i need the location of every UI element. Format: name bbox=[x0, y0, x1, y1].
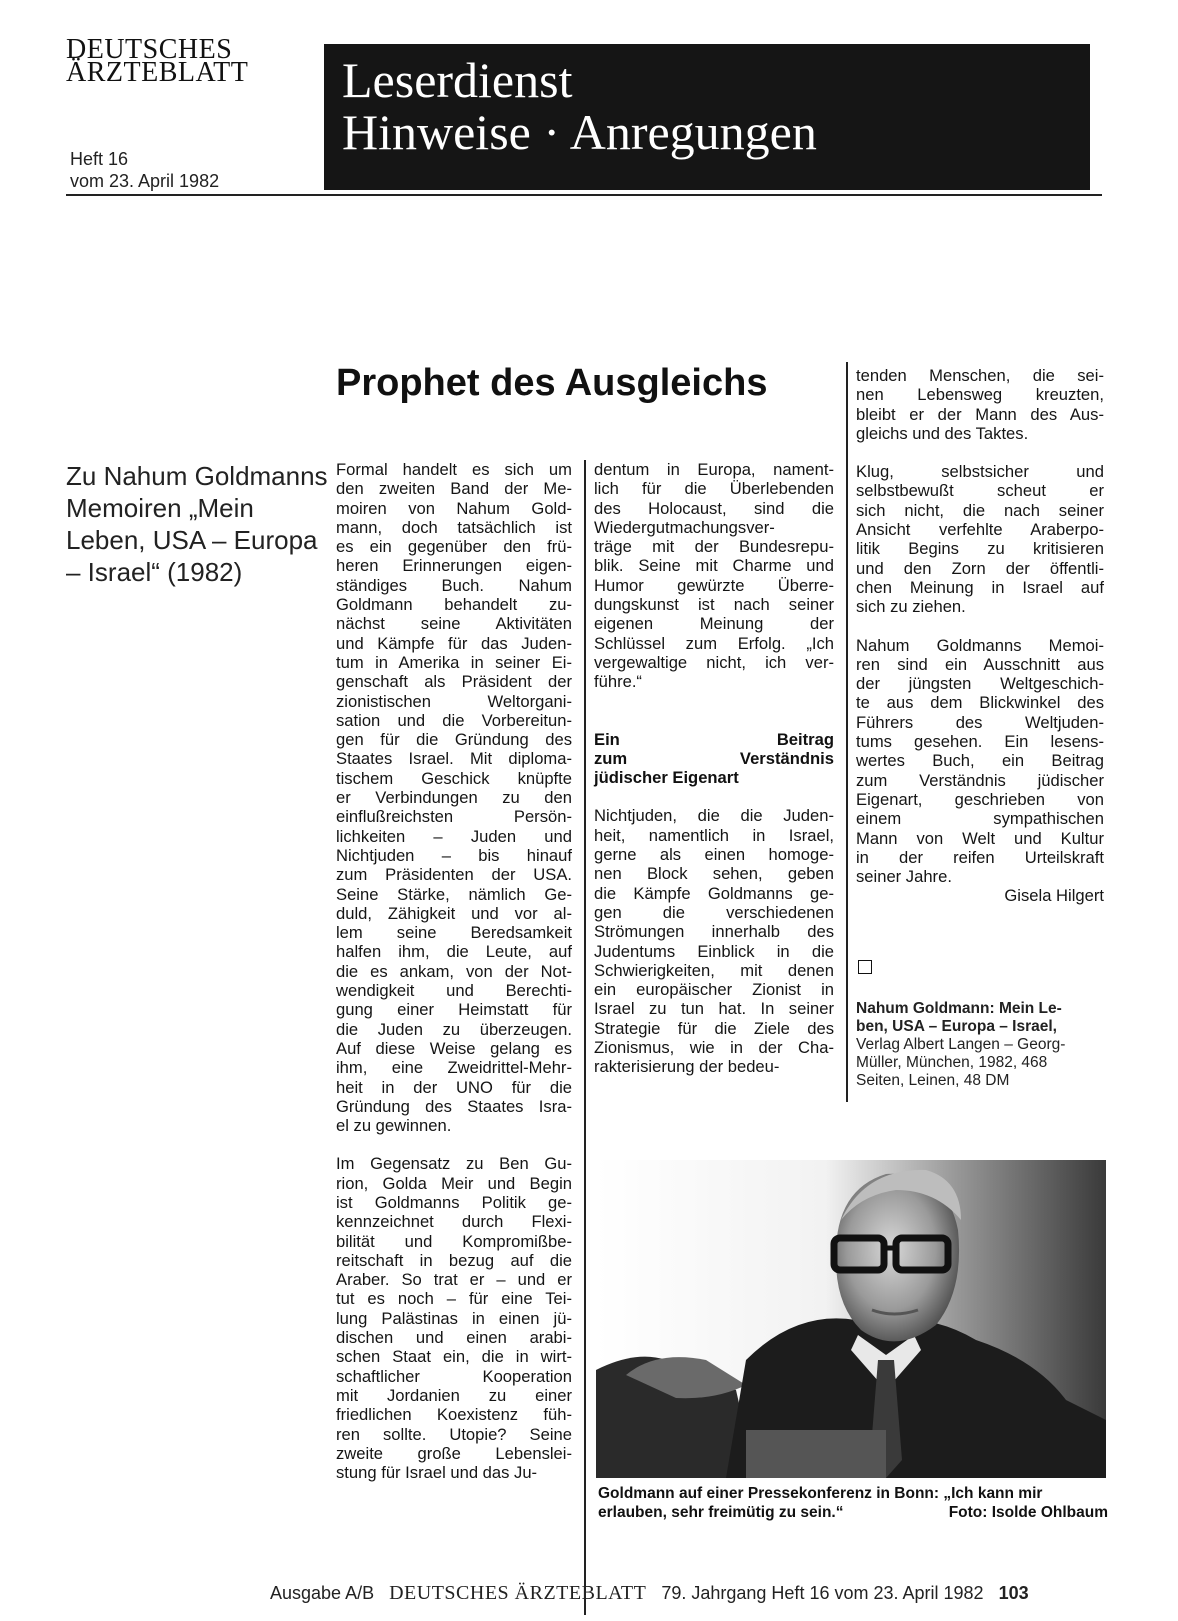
text-line: bleibt er der Mann des Aus- bbox=[856, 404, 1104, 424]
text-line: Judentums Einblick in die bbox=[594, 941, 834, 961]
text-line: dentum in Europa, nament- bbox=[594, 460, 834, 479]
text-line: Nichtjuden – bis hinauf bbox=[336, 845, 572, 865]
text-line: mann, doch tatsächlich ist bbox=[336, 517, 572, 537]
text-line: eigenen Meinung der bbox=[594, 614, 834, 634]
kicker-line: Memoiren „Mein bbox=[66, 493, 254, 523]
text-line: sich nicht, die nach seiner bbox=[856, 500, 1104, 520]
text-line: gen die verschiedenen bbox=[594, 902, 834, 922]
footer-issue: 79. Jahrgang Heft 16 vom 23. April 1982 bbox=[661, 1583, 984, 1603]
text-line: wendigkeit und Berechti- bbox=[336, 981, 572, 1001]
text-line: sich zu ziehen. bbox=[856, 597, 966, 617]
section-banner bbox=[324, 44, 1090, 190]
paragraph bbox=[336, 1154, 572, 1482]
text-line: er Verbindungen zu den bbox=[336, 788, 572, 808]
text-line: gung einer Heimstatt für bbox=[336, 1000, 572, 1020]
text-line: heit, namentlich in Israel, bbox=[594, 825, 834, 845]
text-line: Führers des Weltjuden- bbox=[856, 712, 1104, 732]
text-line: tums gesehen. Ein lesens- bbox=[856, 732, 1104, 752]
text-line: ständiges Buch. Nahum bbox=[336, 575, 572, 595]
text-line: Formal handelt es sich um bbox=[336, 460, 572, 479]
text-line: ren sollte. Utopie? Seine bbox=[336, 1424, 572, 1444]
text-line: einflußreichsten Persön- bbox=[336, 807, 572, 827]
text-line: Auf diese Weise gelang es bbox=[336, 1038, 572, 1058]
text-line: halfen ihm, die Leute, auf bbox=[336, 942, 572, 962]
text-line: zum Verständnis jüdischer bbox=[856, 770, 1104, 790]
text-line: tischem Geschick knüpfte bbox=[336, 768, 572, 788]
photo-caption bbox=[598, 1484, 1108, 1522]
banner-subtitle: Hinweise · Anregungen bbox=[342, 104, 817, 160]
text-line: dischen und einen arabi- bbox=[336, 1328, 572, 1348]
text-line: heit in der UNO für die bbox=[336, 1077, 572, 1097]
text-line: Ansicht verfehlte Araberpo- bbox=[856, 520, 1104, 540]
book-info bbox=[856, 1000, 1104, 1090]
column-divider-2 bbox=[846, 362, 848, 1102]
text-line: Mann von Welt und Kultur bbox=[856, 828, 1104, 848]
text-line: Strategie für die Ziele des bbox=[594, 1018, 834, 1038]
text-line: litik Begins zu kritisieren bbox=[856, 539, 1104, 559]
text-line: genschaft als Präsident der bbox=[336, 672, 572, 692]
text-line: Im Gegensatz zu Ben Gu- bbox=[336, 1154, 572, 1174]
text-line: Wiedergutmachungsver- bbox=[594, 517, 775, 537]
text-line: chen Meinung in Israel auf bbox=[856, 577, 1104, 597]
text-line: lung Palästinas in einen jü- bbox=[336, 1308, 572, 1328]
text-line: und Kämpfe für das Juden- bbox=[336, 633, 572, 653]
text-line: Nahum Goldmanns Memoi- bbox=[856, 635, 1104, 655]
text-line: stung für Israel und das Ju- bbox=[336, 1463, 538, 1483]
text-line: Ein Beitrag bbox=[594, 729, 834, 749]
text-line: Humor gewürzte Überre- bbox=[594, 575, 834, 595]
text-line: wertes Buch, ein Beitrag bbox=[856, 751, 1104, 771]
footer-magazine: DEUTSCHES ÄRZTEBLATT bbox=[389, 1582, 647, 1604]
text-line: gleichs und des Taktes. bbox=[856, 423, 1029, 443]
text-line: die Kämpfe Goldmanns ge- bbox=[594, 883, 834, 903]
text-line: zum Präsidenten der USA. bbox=[336, 865, 572, 885]
text-line: lich für die Überlebenden bbox=[594, 479, 834, 499]
text-line: schaftlicher Kooperation bbox=[336, 1366, 572, 1386]
article-headline: Prophet des Ausgleichs bbox=[336, 362, 768, 404]
kicker-line: Zu Nahum Goldmanns bbox=[66, 461, 328, 491]
text-line: rakterisierung der bedeu- bbox=[594, 1057, 780, 1077]
text-line: sation und die Vorbereitun- bbox=[336, 710, 572, 730]
text-line: gen für die Gründung des bbox=[336, 730, 572, 750]
text-line: el zu gewinnen. bbox=[336, 1116, 452, 1136]
text-line: die Juden zu überzeugen. bbox=[336, 1019, 572, 1039]
text-line: die es ankam, von der Not- bbox=[336, 961, 572, 981]
text-line: zionistischen Weltorgani- bbox=[336, 691, 572, 711]
portrait-photo bbox=[596, 1160, 1106, 1478]
paragraph bbox=[336, 460, 572, 1135]
kicker-line: Leben, USA – Europa bbox=[66, 525, 318, 555]
text-line: blik. Seine mit Charme und bbox=[594, 556, 834, 576]
article-subheading bbox=[594, 730, 834, 788]
book-title bbox=[856, 1000, 1104, 1036]
text-line: bilität und Kompromißbe- bbox=[336, 1231, 572, 1251]
text-line: jüdischer Eigenart bbox=[594, 768, 739, 788]
text-line: Seiten, Leinen, 48 DM bbox=[856, 1072, 1010, 1089]
text-line: Gründung des Staates Isra- bbox=[336, 1096, 572, 1116]
text-line: Israel zu tun hat. In seiner bbox=[594, 999, 834, 1019]
text-line: es ein gegenüber den frü- bbox=[336, 537, 572, 557]
issue-date: vom 23. April 1982 bbox=[70, 171, 220, 191]
text-line: lem seine Beredsamkeit bbox=[336, 923, 572, 943]
text-line: te aus dem Blickwinkel des bbox=[856, 693, 1104, 713]
photo-credit: Foto: Isolde Ohlbaum bbox=[948, 1504, 1108, 1521]
text-line: gerne als einen homoge- bbox=[594, 845, 834, 865]
caption-line-2: erlauben, sehr freimütig zu sein.“ bbox=[598, 1504, 844, 1521]
text-line: lichkeiten – Juden und bbox=[336, 826, 572, 846]
text-line: nen Block sehen, geben bbox=[594, 864, 834, 884]
text-line: ihm, eine Zweidrittel-Mehr- bbox=[336, 1058, 572, 1078]
text-line: vergewaltige nicht, ich ver- bbox=[594, 652, 834, 672]
text-column-2 bbox=[594, 460, 834, 1077]
text-line: Müller, München, 1982, 468 bbox=[856, 1054, 1048, 1071]
text-line: friedlichen Koexistenz füh- bbox=[336, 1405, 572, 1425]
caption-line-1: Goldmann auf einer Pressekonferenz in Bonn: „Ich kann mir bbox=[598, 1485, 1043, 1502]
text-line: tum in Amerika in seiner Ei- bbox=[336, 652, 572, 672]
text-line: führe.“ bbox=[594, 672, 642, 692]
text-line: tenden Menschen, die sei- bbox=[856, 366, 1104, 385]
header-rule bbox=[66, 194, 1102, 196]
text-line: einem sympathischen bbox=[856, 809, 1104, 829]
text-line: zum Verständnis bbox=[594, 748, 834, 768]
text-line: Verlag Albert Langen – Georg- bbox=[856, 1036, 1066, 1053]
masthead-line-2: ÄRZTEBLATT bbox=[66, 57, 249, 88]
paragraph bbox=[856, 366, 1104, 443]
text-line: Schwierigkeiten, mit denen bbox=[594, 960, 834, 980]
text-line: nächst seine Aktivitäten bbox=[336, 614, 572, 634]
text-line: duld, Zähigkeit und vor al- bbox=[336, 903, 572, 923]
paragraph bbox=[856, 462, 1104, 616]
column-divider-1 bbox=[584, 460, 586, 1615]
text-line: ben, USA – Europa – Israel, bbox=[856, 1018, 1057, 1035]
text-line: träge mit der Bundesrepu- bbox=[594, 537, 834, 557]
text-line: den zweiten Band der Me- bbox=[336, 479, 572, 499]
text-line: zweite große Lebenslei- bbox=[336, 1443, 572, 1463]
end-mark-icon bbox=[858, 960, 872, 974]
text-column-1 bbox=[336, 460, 572, 1482]
text-line: schen Staat ein, die in wirt- bbox=[336, 1347, 572, 1367]
footer-edition: Ausgabe A/B bbox=[270, 1583, 375, 1603]
kicker-line: – Israel“ (1982) bbox=[66, 557, 243, 587]
text-line: der jüngsten Weltgeschich- bbox=[856, 674, 1104, 694]
banner-title: Leserdienst bbox=[342, 52, 573, 108]
text-line: in der reifen Urteilskraft bbox=[856, 847, 1104, 867]
paragraph bbox=[856, 636, 1104, 887]
text-line: seiner Jahre. bbox=[856, 867, 952, 887]
book-publisher bbox=[856, 1036, 1104, 1090]
masthead-line-1: DEUTSCHES bbox=[66, 34, 233, 65]
text-line: dungskunst ist nach seiner bbox=[594, 595, 834, 615]
text-line: Strömungen innerhalb des bbox=[594, 922, 834, 942]
text-line: kennzeichnet durch Flexi- bbox=[336, 1212, 572, 1232]
paragraph bbox=[594, 806, 834, 1076]
text-column-3 bbox=[856, 366, 1104, 906]
text-line: Nichtjuden, die die Juden- bbox=[594, 806, 834, 826]
text-line: und den Zorn der öffentli- bbox=[856, 558, 1104, 578]
page-footer bbox=[270, 1582, 1029, 1605]
text-line: Schlüssel zum Erfolg. „Ich bbox=[594, 633, 834, 653]
masthead-logo bbox=[66, 34, 316, 88]
text-line: tut es noch – für eine Tei- bbox=[336, 1289, 572, 1309]
article-author: Gisela Hilgert bbox=[1004, 886, 1104, 906]
text-line: ren sind ein Ausschnitt aus bbox=[856, 654, 1104, 674]
text-line: moiren von Nahum Gold- bbox=[336, 498, 572, 518]
text-line: reitschaft in bezug auf die bbox=[336, 1250, 572, 1270]
page-number: 103 bbox=[998, 1583, 1029, 1603]
text-line: ein europäischer Zionist in bbox=[594, 980, 834, 1000]
text-line: rion, Golda Meir und Begin bbox=[336, 1173, 572, 1193]
article-kicker bbox=[66, 460, 326, 588]
text-line: Araber. So trat er – und er bbox=[336, 1270, 572, 1290]
text-line: Klug, selbstsicher und bbox=[856, 462, 1104, 482]
text-line: mit Jordanien zu einer bbox=[336, 1385, 572, 1405]
issue-number: Heft 16 bbox=[70, 149, 129, 169]
text-line: Eigenart, geschrieben von bbox=[856, 789, 1104, 809]
text-line: Zionismus, wie in der Cha- bbox=[594, 1038, 834, 1058]
text-line: Nahum Goldmann: Mein Le- bbox=[856, 1000, 1062, 1017]
text-line: selbstbewußt scheut er bbox=[856, 481, 1104, 501]
text-line: Goldmann behandelt zu- bbox=[336, 595, 572, 615]
paragraph bbox=[594, 460, 834, 692]
text-line: heren Erinnerungen eigen- bbox=[336, 556, 572, 576]
text-line: des Holocaust, sind die bbox=[594, 498, 834, 518]
text-line: nen Lebensweg kreuzten, bbox=[856, 385, 1104, 405]
text-line: ist Goldmanns Politik ge- bbox=[336, 1192, 572, 1212]
text-line: Seine Stärke, nämlich Ge- bbox=[336, 884, 572, 904]
issue-info bbox=[70, 148, 219, 192]
text-line: Staates Israel. Mit diploma- bbox=[336, 749, 572, 769]
